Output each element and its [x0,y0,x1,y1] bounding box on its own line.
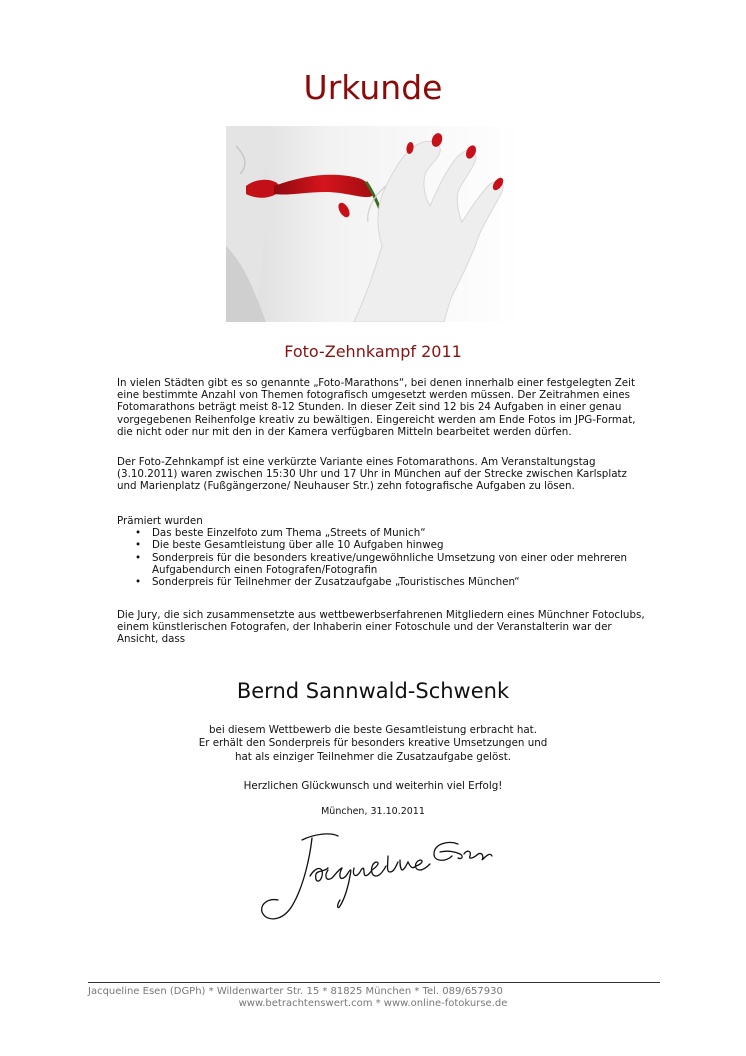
event-title: Foto-Zehnkampf 2011 [284,342,462,361]
footer-address: Jacqueline Esen (DGPh) * Wildenwarter Str. 15 * 81825 München * Tel. 089/657930 [88,986,503,997]
intro-paragraph: In vielen Städten gibt es so genannte „Foto-Marathons“, bei denen innerhalb einer festgelegten Zeit eine bestimmte Anzahl von Themen fotografisch umgesetzt werden müssen. Der Zeitrahmen eines Fotomarathons beträgt meist 8-12 Stunden. In dieser Zeit sind 12 bis 24 Aufgaben in einer genau vorgegebenen Reihenfolge kreativ zu bewältigen. Eingereicht werden am Ende Fotos im JPG-Format, die nicht oder nur mit den in der Kamera verfügbaren Mitteln bearbeitet werden dürfen. [117,377,636,438]
award-item: • Sonderpreis für Teilnehmer der Zusatzaufgabe „Touristisches München“ [117,576,647,588]
award-item: • Die beste Gesamtleistung über alle 10 Aufgaben hinweg [117,539,647,551]
footer-websites: www.betrachtenswert.com * www.online-fotokurse.de [238,998,508,1009]
awards-list [117,527,647,588]
result-line: Er erhält den Sonderpreis für besonders kreative Umsetzungen und [198,737,548,750]
page-title: Urkunde [303,68,443,107]
signature [252,826,497,926]
award-item: • Das beste Einzelfoto zum Thema „Streets of Munich“ [117,527,647,539]
chili-hand-photo [226,126,522,322]
footer-divider [88,982,660,983]
awards-intro: Prämiert wurden [117,515,203,527]
award-item: • Sonderpreis für die besonders kreative/ungewöhnliche Umsetzung von einer oder mehreren Aufgabendurch einen Fotografen/Fotografin [117,552,647,576]
winner-name: Bernd Sannwald-Schwenk [236,679,510,703]
congratulations: Herzlichen Glückwunsch und weiterhin viel Erfolg! [243,780,503,792]
result-text [0,724,746,764]
date-place: München, 31.10.2011 [321,806,425,817]
result-line: hat als einziger Teilnehmer die Zusatzaufgabe gelöst. [234,750,512,763]
result-line: bei diesem Wettbewerb die beste Gesamtleistung erbracht hat. [209,724,537,736]
jury-paragraph: Die Jury, die sich zusammensetzte aus wettbewerbserfahrenen Mitgliedern eines Münchner Fotoclubs, einem künstlerischen Fotografen, der Inhaberin einer Fotoschule und der Veranstalterin war der Ansicht, dass [117,609,645,646]
event-paragraph: Der Foto-Zehnkampf ist eine verkürzte Variante eines Fotomarathons. Am Veranstaltungstag (3.10.2011) waren zwischen 15:30 Uhr und 17 Uhr in München auf der Strecke zwischen Karlsplatz und Marienplatz (Fußgängerzone/ Neuhauser Str.) zehn fotografische Aufgaben zu lösen. [117,456,627,493]
awards-section [117,515,647,588]
